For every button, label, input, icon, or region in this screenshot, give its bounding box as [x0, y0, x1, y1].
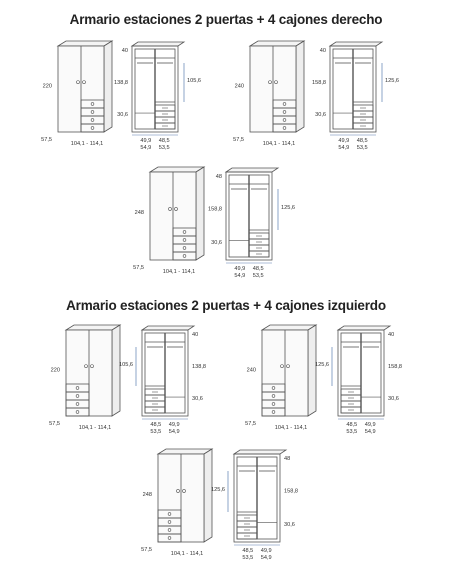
variant-group [245, 325, 402, 435]
hang-label: 105,6 [119, 362, 133, 369]
wardrobe-top [66, 325, 120, 330]
top-label: 40 [319, 48, 326, 54]
width-label: 104,1 - 114,1 [262, 141, 296, 147]
wardrobe-top [330, 42, 382, 46]
wardrobe-top [158, 449, 212, 454]
body-label: 158,8 [208, 206, 222, 213]
col-outer-label: 53,5 [150, 429, 162, 435]
top-label: 40 [192, 332, 199, 338]
drawer-label: 30,6 [388, 396, 399, 402]
width-label: 104,1 - 114,1 [78, 425, 112, 431]
wardrobe-side [104, 41, 112, 132]
depth-label: 57,5 [233, 137, 244, 143]
col-outer-label: 54,9 [364, 429, 376, 435]
width-label: 104,1 - 114,1 [162, 269, 196, 275]
col-inner-label: 48,5 [158, 138, 170, 144]
height-label: 240 [246, 367, 256, 374]
col-inner-label: 49,9 [364, 422, 376, 428]
col-outer-label: 54,9 [260, 555, 272, 561]
wardrobe-top [250, 41, 304, 46]
col-outer-label: 54,9 [338, 145, 350, 151]
col-outer-label: 53,5 [252, 273, 264, 279]
width-label: 104,1 - 114,1 [170, 551, 204, 557]
col-inner-label: 49,9 [338, 138, 350, 144]
height-label: 240 [234, 83, 244, 90]
wardrobe-top [262, 325, 316, 330]
body-label: 158,8 [284, 488, 298, 495]
width-label: 104,1 - 114,1 [70, 141, 104, 147]
wardrobe-top [58, 41, 112, 46]
wardrobe-side [204, 449, 212, 542]
wardrobe-side [112, 325, 120, 416]
body-label: 138,8 [192, 363, 206, 370]
col-inner-label: 49,9 [168, 422, 180, 428]
height-label: 248 [142, 492, 152, 499]
section-title-right: Armario estaciones 2 puertas + 4 cajones derecho [69, 12, 383, 27]
col-inner-label: 49,9 [234, 266, 246, 272]
top-label: 48 [215, 174, 222, 180]
top-label: 40 [388, 332, 395, 338]
body-label: 158,8 [312, 79, 326, 86]
drawer-label: 30,6 [315, 112, 326, 118]
section-title-left: Armario estaciones 2 puertas + 4 cajones izquierdo [66, 298, 386, 313]
wardrobe-top [132, 42, 184, 46]
col-outer-label: 54,9 [168, 429, 180, 435]
body-label: 158,8 [388, 363, 402, 370]
wardrobe-top [142, 326, 194, 330]
hang-label: 125,6 [385, 78, 399, 85]
variant-group [49, 325, 206, 435]
height-label: 220 [42, 83, 52, 90]
drawer-label: 30,6 [211, 240, 222, 246]
drawer-label: 30,6 [284, 522, 295, 528]
wardrobe-top [150, 167, 204, 172]
col-outer-label: 53,5 [346, 429, 358, 435]
depth-label: 57,5 [41, 137, 52, 143]
col-inner-label: 48,5 [252, 266, 264, 272]
col-inner-label: 48,5 [346, 422, 358, 428]
col-outer-label: 53,5 [242, 555, 254, 561]
variant-group [233, 41, 399, 151]
width-label: 104,1 - 114,1 [274, 425, 308, 431]
variant-group [141, 449, 298, 561]
depth-label: 57,5 [141, 547, 152, 553]
variant-group [133, 167, 295, 279]
wardrobe-side [296, 41, 304, 132]
col-inner-label: 49,9 [140, 138, 152, 144]
depth-label: 57,5 [49, 421, 60, 427]
col-outer-label: 54,9 [234, 273, 246, 279]
wardrobe-side [308, 325, 316, 416]
top-label: 40 [121, 48, 128, 54]
col-outer-label: 53,5 [356, 145, 368, 151]
col-inner-label: 48,5 [150, 422, 162, 428]
col-outer-label: 54,9 [140, 145, 152, 151]
hang-label: 125,6 [281, 204, 295, 211]
drawer-label: 30,6 [192, 396, 203, 402]
hang-label: 125,6 [211, 486, 225, 493]
col-outer-label: 53,5 [158, 145, 170, 151]
wardrobe-top [226, 168, 278, 172]
height-label: 248 [134, 210, 144, 217]
body-label: 138,8 [114, 79, 128, 86]
wardrobe-top [234, 450, 286, 454]
depth-label: 57,5 [133, 265, 144, 271]
wardrobe-top [338, 326, 390, 330]
col-inner-label: 48,5 [242, 548, 254, 554]
depth-label: 57,5 [245, 421, 256, 427]
top-label: 48 [284, 456, 291, 462]
height-label: 220 [50, 367, 60, 374]
variant-group [41, 41, 201, 151]
hang-label: 105,6 [187, 78, 201, 85]
drawer-label: 30,6 [117, 112, 128, 118]
col-inner-label: 48,5 [356, 138, 368, 144]
col-inner-label: 49,9 [260, 548, 272, 554]
wardrobe-side [196, 167, 204, 260]
hang-label: 125,6 [315, 362, 329, 369]
